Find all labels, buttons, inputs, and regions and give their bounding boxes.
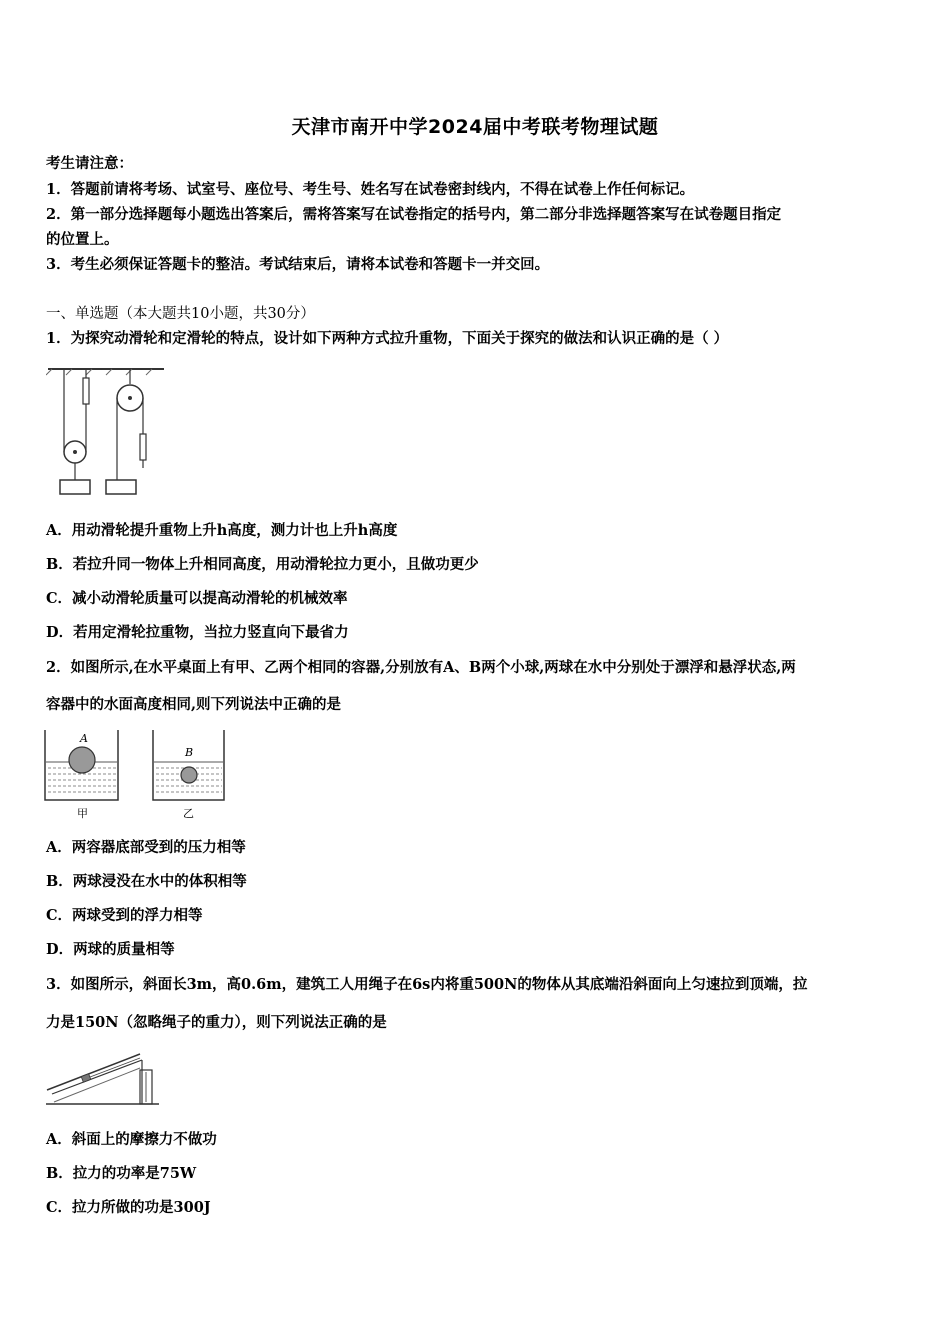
pulley-figure [46,364,166,498]
q3-option-a: A．斜面上的摩擦力不做功 [46,1131,217,1148]
q1-stem: 1．为探究动滑轮和定滑轮的特点，设计如下两种方式拉升重物，下面关于探究的做法和认识正确的是（ ） [46,330,729,347]
q1-option-b: B．若拉升同一物体上升相同高度，用动滑轮拉力更小，且做功更少 [46,556,479,573]
q3-option-b: B．拉力的功率是75W [46,1165,197,1182]
q2-option-a: A．两容器底部受到的压力相等 [46,839,246,856]
q3-stem-line1: 3．如图所示，斜面长3m，高0.6m，建筑工人用绳子在6s内将重500N的物体从其底端沿斜面向上匀速拉到顶端，拉 [46,976,808,993]
q3-stem-line2: 力是150N（忽略绳子的重力），则下列说法正确的是 [46,1014,387,1031]
notice-item-3: 3．考生必须保证答题卡的整洁。考试结束后，请将本试卷和答题卡一并交回。 [46,256,550,273]
notice-item-2-cont: 的位置上。 [46,231,119,248]
container-left-label: 甲 [77,807,88,820]
ball-b-label: B [185,746,194,759]
q1-option-d: D．若用定滑轮拉重物，当拉力竖直向下最省力 [46,624,349,641]
page-title: 天津市南开中学2024届中考联考物理试题 [291,116,659,138]
incline-figure [44,1048,162,1108]
notice-heading: 考生请注意： [46,155,133,172]
notice-item-1: 1．答题前请将考场、试室号、座位号、考生号、姓名写在试卷密封线内，不得在试卷上作任何标记。 [46,181,695,198]
section-heading: 一、单选题（本大题共10小题，共30分） [46,306,315,322]
notice-item-2: 2．第一部分选择题每小题选出答案后，需将答案写在试卷指定的括号内，第二部分非选择题答案写在试卷题目指定 [46,206,782,223]
q2-option-b: B．两球浸没在水中的体积相等 [46,873,247,890]
container-right-label: 乙 [183,807,194,820]
q1-option-c: C．减小动滑轮质量可以提高动滑轮的机械效率 [46,590,348,607]
q2-stem-line2: 容器中的水面高度相同,则下列说法中正确的是 [46,696,342,713]
containers-figure [44,728,234,824]
q2-option-c: C．两球受到的浮力相等 [46,907,203,924]
ball-a-label: A [80,732,88,745]
q2-stem-line1: 2．如图所示,在水平桌面上有甲、乙两个相同的容器,分别放有A、B两个小球,两球在水中分别处于漂浮和悬浮状态,两 [46,659,796,676]
q2-option-d: D．两球的质量相等 [46,941,175,958]
q1-option-a: A．用动滑轮提升重物上升h高度，测力计也上升h高度 [46,522,398,539]
q3-option-c: C．拉力所做的功是300J [46,1199,211,1216]
